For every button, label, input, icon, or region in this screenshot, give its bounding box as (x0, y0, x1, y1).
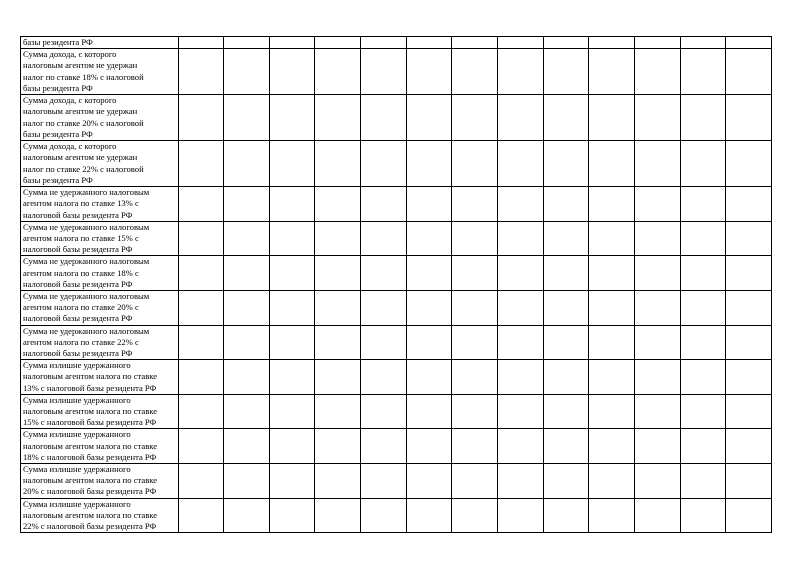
data-cell[interactable] (498, 429, 544, 464)
row-label: Сумма не удержанного налоговым агентом налога по ставке 15% с налоговой базы резидента РФ (23, 221, 150, 255)
row-label-cell (21, 221, 179, 256)
table-body (21, 37, 772, 533)
data-cell[interactable] (269, 360, 315, 395)
row-label: Сумма дохода, с которого налоговым агентом не удержан налог по ставке 20% с налоговой базы резидента РФ (23, 95, 144, 139)
data-cell[interactable] (543, 291, 589, 326)
data-cell[interactable] (269, 498, 315, 533)
data-cell[interactable] (315, 95, 361, 141)
data-cell[interactable] (406, 325, 452, 360)
data-cell[interactable] (361, 187, 407, 222)
table-row (21, 187, 772, 222)
row-label-cell (21, 464, 179, 499)
data-cell[interactable] (361, 360, 407, 395)
data-cell[interactable] (224, 221, 270, 256)
data-cell[interactable] (726, 256, 772, 291)
data-cell[interactable] (452, 221, 498, 256)
data-cell[interactable] (680, 325, 726, 360)
data-cell[interactable] (543, 498, 589, 533)
data-cell[interactable] (726, 360, 772, 395)
table-row (21, 360, 772, 395)
data-cell[interactable] (406, 37, 452, 49)
row-label: Сумма излишне удержанного налоговым агентом налога по ставке 22% с налоговой базы резидента РФ (23, 498, 158, 532)
data-cell[interactable] (315, 464, 361, 499)
data-cell[interactable] (634, 291, 680, 326)
data-cell[interactable] (680, 464, 726, 499)
data-cell[interactable] (361, 429, 407, 464)
data-cell[interactable] (361, 464, 407, 499)
data-cell[interactable] (726, 498, 772, 533)
data-cell[interactable] (634, 95, 680, 141)
data-cell[interactable] (178, 49, 224, 95)
data-cell[interactable] (589, 325, 635, 360)
data-cell[interactable] (406, 49, 452, 95)
row-label-cell (21, 498, 179, 533)
data-cell[interactable] (634, 256, 680, 291)
row-label-cell (21, 394, 179, 429)
data-cell[interactable] (406, 498, 452, 533)
row-label-cell (21, 49, 179, 95)
data-cell[interactable] (315, 141, 361, 187)
data-cell[interactable] (452, 187, 498, 222)
data-cell[interactable] (406, 360, 452, 395)
table-row (21, 464, 772, 499)
data-cell[interactable] (224, 291, 270, 326)
data-cell[interactable] (634, 141, 680, 187)
data-cell[interactable] (269, 141, 315, 187)
data-cell[interactable] (726, 141, 772, 187)
data-cell[interactable] (498, 498, 544, 533)
row-label: Сумма излишне удержанного налоговым агентом налога по ставке 15% с налоговой базы резидента РФ (23, 394, 158, 428)
data-cell[interactable] (498, 49, 544, 95)
row-label: Сумма дохода, с которого налоговым агентом не удержан налог по ставке 22% с налоговой базы резидента РФ (23, 141, 144, 185)
row-label: базы резидента РФ (23, 37, 93, 47)
row-label-cell (21, 141, 179, 187)
row-label: Сумма не удержанного налоговым агентом налога по ставке 20% с налоговой базы резидента РФ (23, 291, 150, 324)
data-cell[interactable] (726, 464, 772, 499)
data-cell[interactable] (178, 464, 224, 499)
table-row (21, 291, 772, 326)
data-cell[interactable] (361, 325, 407, 360)
data-cell[interactable] (726, 394, 772, 429)
row-label-cell (21, 429, 179, 464)
data-cell[interactable] (269, 95, 315, 141)
data-cell[interactable] (680, 498, 726, 533)
row-label-cell (21, 291, 179, 326)
data-cell[interactable] (178, 187, 224, 222)
data-cell[interactable] (452, 37, 498, 49)
data-cell[interactable] (543, 256, 589, 291)
data-cell[interactable] (589, 221, 635, 256)
data-cell[interactable] (452, 256, 498, 291)
data-cell[interactable] (543, 360, 589, 395)
data-cell[interactable] (452, 464, 498, 499)
data-cell[interactable] (589, 291, 635, 326)
data-cell[interactable] (361, 291, 407, 326)
row-label-cell (21, 37, 179, 49)
data-cell[interactable] (269, 394, 315, 429)
data-cell[interactable] (680, 49, 726, 95)
data-cell[interactable] (543, 141, 589, 187)
data-cell[interactable] (269, 49, 315, 95)
row-label: Сумма излишне удержанного налоговым агентом налога по ставке 18% с налоговой базы резидента РФ (23, 429, 158, 462)
data-cell[interactable] (634, 325, 680, 360)
data-cell[interactable] (543, 95, 589, 141)
data-cell[interactable] (589, 95, 635, 141)
table-row (21, 256, 772, 291)
data-cell[interactable] (680, 429, 726, 464)
data-cell[interactable] (361, 256, 407, 291)
data-cell[interactable] (361, 221, 407, 256)
table-row (21, 394, 772, 429)
data-cell[interactable] (634, 464, 680, 499)
data-cell[interactable] (452, 141, 498, 187)
data-cell[interactable] (680, 221, 726, 256)
data-cell[interactable] (224, 256, 270, 291)
data-cell[interactable] (178, 429, 224, 464)
data-cell[interactable] (406, 221, 452, 256)
data-cell[interactable] (178, 256, 224, 291)
data-cell[interactable] (361, 141, 407, 187)
data-cell[interactable] (224, 187, 270, 222)
data-cell[interactable] (589, 49, 635, 95)
data-cell[interactable] (269, 464, 315, 499)
data-cell[interactable] (543, 49, 589, 95)
data-cell[interactable] (726, 429, 772, 464)
data-cell[interactable] (406, 256, 452, 291)
data-cell[interactable] (361, 95, 407, 141)
data-cell[interactable] (315, 360, 361, 395)
data-cell[interactable] (498, 464, 544, 499)
data-cell[interactable] (361, 498, 407, 533)
data-cell[interactable] (726, 221, 772, 256)
data-cell[interactable] (224, 49, 270, 95)
data-cell[interactable] (406, 464, 452, 499)
data-cell[interactable] (315, 325, 361, 360)
data-cell[interactable] (361, 49, 407, 95)
data-cell[interactable] (224, 498, 270, 533)
data-cell[interactable] (224, 429, 270, 464)
data-cell[interactable] (361, 37, 407, 49)
data-cell[interactable] (634, 360, 680, 395)
data-cell[interactable] (406, 95, 452, 141)
data-cell[interactable] (634, 394, 680, 429)
data-cell[interactable] (224, 37, 270, 49)
data-cell[interactable] (315, 37, 361, 49)
data-cell[interactable] (178, 498, 224, 533)
data-cell[interactable] (406, 141, 452, 187)
data-cell[interactable] (634, 37, 680, 49)
data-cell[interactable] (498, 394, 544, 429)
data-cell[interactable] (269, 221, 315, 256)
data-cell[interactable] (726, 37, 772, 49)
data-cell[interactable] (224, 325, 270, 360)
data-cell[interactable] (452, 291, 498, 326)
data-cell[interactable] (498, 95, 544, 141)
data-cell[interactable] (589, 429, 635, 464)
data-cell[interactable] (498, 221, 544, 256)
data-cell[interactable] (178, 394, 224, 429)
data-cell[interactable] (543, 187, 589, 222)
data-cell[interactable] (315, 291, 361, 326)
data-cell[interactable] (315, 221, 361, 256)
data-cell[interactable] (224, 464, 270, 499)
data-cell[interactable] (589, 187, 635, 222)
data-cell[interactable] (315, 429, 361, 464)
data-cell[interactable] (680, 141, 726, 187)
data-cell[interactable] (498, 325, 544, 360)
data-cell[interactable] (634, 429, 680, 464)
data-cell[interactable] (406, 429, 452, 464)
data-cell[interactable] (315, 187, 361, 222)
row-label: Сумма не удержанного налоговым агентом налога по ставке 18% с налоговой базы резидента РФ (23, 256, 150, 289)
data-cell[interactable] (589, 37, 635, 49)
data-cell[interactable] (726, 291, 772, 326)
data-cell[interactable] (498, 360, 544, 395)
data-cell[interactable] (589, 360, 635, 395)
data-cell[interactable] (498, 187, 544, 222)
data-cell[interactable] (178, 325, 224, 360)
row-label-cell (21, 325, 179, 360)
row-label-cell (21, 187, 179, 222)
data-cell[interactable] (726, 187, 772, 222)
data-cell[interactable] (589, 394, 635, 429)
data-cell[interactable] (726, 325, 772, 360)
data-cell[interactable] (406, 187, 452, 222)
data-cell[interactable] (680, 256, 726, 291)
row-label-cell (21, 95, 179, 141)
data-cell[interactable] (452, 325, 498, 360)
data-cell[interactable] (269, 429, 315, 464)
data-cell[interactable] (634, 187, 680, 222)
row-label: Сумма излишне удержанного налоговым агентом налога по ставке 13% с налоговой базы резидента РФ (23, 360, 158, 393)
data-cell[interactable] (498, 37, 544, 49)
data-cell[interactable] (589, 141, 635, 187)
row-label: Сумма не удержанного налоговым агентом налога по ставке 13% с налоговой базы резидента РФ (23, 187, 150, 220)
data-cell[interactable] (224, 141, 270, 187)
table-row (21, 498, 772, 533)
data-cell[interactable] (406, 394, 452, 429)
data-cell[interactable] (634, 221, 680, 256)
data-cell[interactable] (634, 49, 680, 95)
data-cell[interactable] (452, 95, 498, 141)
data-cell[interactable] (452, 360, 498, 395)
data-cell[interactable] (543, 394, 589, 429)
data-cell[interactable] (680, 291, 726, 326)
data-cell[interactable] (178, 360, 224, 395)
data-cell[interactable] (178, 37, 224, 49)
data-cell[interactable] (680, 37, 726, 49)
data-cell[interactable] (452, 49, 498, 95)
data-cell[interactable] (224, 360, 270, 395)
data-cell[interactable] (315, 498, 361, 533)
table-row (21, 325, 772, 360)
row-label: Сумма излишне удержанного налоговым агентом налога по ставке 20% с налоговой базы резидента РФ (23, 464, 158, 497)
data-cell[interactable] (452, 498, 498, 533)
data-cell[interactable] (543, 429, 589, 464)
row-label: Сумма не удержанного налоговым агентом налога по ставке 22% с налоговой базы резидента РФ (23, 325, 150, 359)
data-cell[interactable] (361, 394, 407, 429)
data-cell[interactable] (315, 49, 361, 95)
data-cell[interactable] (315, 394, 361, 429)
data-cell[interactable] (680, 360, 726, 395)
data-cell[interactable] (269, 291, 315, 326)
table-row (21, 221, 772, 256)
data-cell[interactable] (315, 256, 361, 291)
data-cell[interactable] (589, 498, 635, 533)
data-cell[interactable] (224, 95, 270, 141)
data-cell[interactable] (178, 221, 224, 256)
data-cell[interactable] (589, 464, 635, 499)
data-cell[interactable] (269, 187, 315, 222)
data-cell[interactable] (543, 464, 589, 499)
data-cell[interactable] (543, 221, 589, 256)
data-cell[interactable] (178, 141, 224, 187)
data-cell[interactable] (726, 49, 772, 95)
data-cell[interactable] (406, 291, 452, 326)
data-cell[interactable] (589, 256, 635, 291)
data-cell[interactable] (726, 95, 772, 141)
row-label-cell (21, 360, 179, 395)
data-cell[interactable] (680, 394, 726, 429)
table-row (21, 95, 772, 141)
data-cell[interactable] (269, 325, 315, 360)
table-row (21, 49, 772, 95)
table-row (21, 37, 772, 49)
data-cell[interactable] (498, 291, 544, 326)
tax-report-table (20, 36, 772, 533)
table-row (21, 141, 772, 187)
data-cell[interactable] (680, 187, 726, 222)
data-cell[interactable] (543, 325, 589, 360)
data-cell[interactable] (680, 95, 726, 141)
data-cell[interactable] (269, 37, 315, 49)
row-label: Сумма дохода, с которого налоговым агентом не удержан налог по ставке 18% с налоговой базы резидента РФ (23, 49, 144, 93)
table-row (21, 429, 772, 464)
data-cell[interactable] (224, 394, 270, 429)
data-cell[interactable] (452, 394, 498, 429)
data-cell[interactable] (543, 37, 589, 49)
data-cell[interactable] (178, 95, 224, 141)
data-cell[interactable] (498, 141, 544, 187)
data-cell[interactable] (452, 429, 498, 464)
data-cell[interactable] (634, 498, 680, 533)
data-cell[interactable] (269, 256, 315, 291)
row-label-cell (21, 256, 179, 291)
data-cell[interactable] (178, 291, 224, 326)
data-cell[interactable] (498, 256, 544, 291)
